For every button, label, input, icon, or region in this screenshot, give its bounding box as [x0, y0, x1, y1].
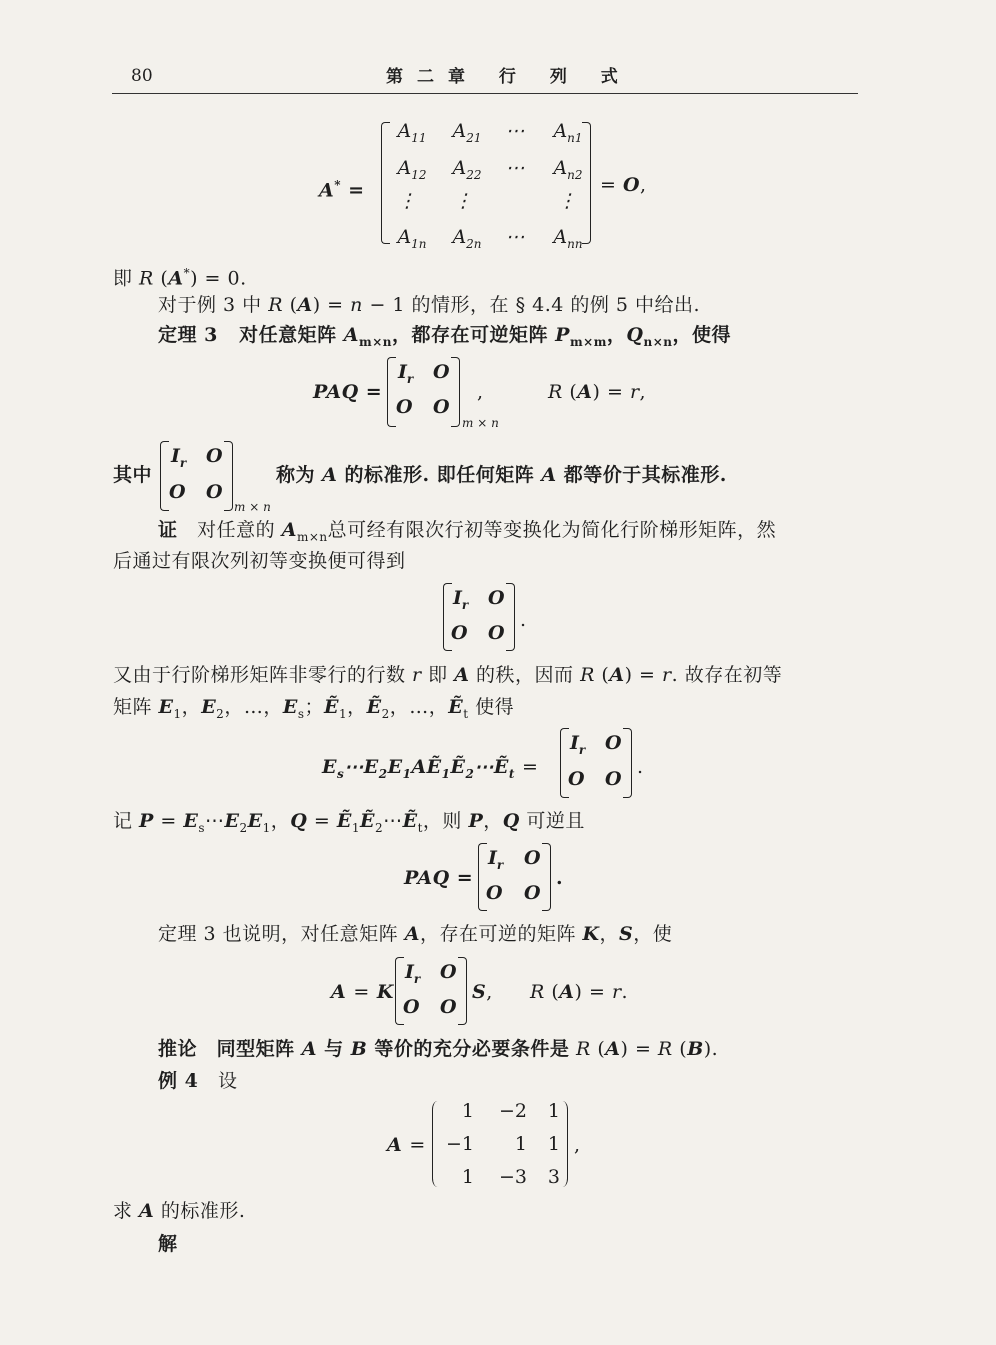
- paq-lhs: PAQ =: [313, 381, 383, 403]
- zero-block: O: [433, 361, 450, 383]
- paq-lhs: PAQ =: [404, 867, 474, 889]
- rank-eq-2: R (A) = r.: [530, 981, 629, 1003]
- text-line: 求 A 的标准形.: [113, 1200, 246, 1222]
- matrix-cell: 1: [514, 1133, 527, 1155]
- identity-block: $I_r$: [398, 361, 414, 386]
- matrix-cell: $A_{11}$: [397, 120, 427, 145]
- zero-block: O: [433, 396, 450, 418]
- solution-label: 解: [158, 1233, 178, 1255]
- matrix-a-lhs: A =: [387, 1134, 426, 1156]
- right-bracket: [506, 583, 515, 651]
- matrix-cell: ⋯: [505, 120, 525, 142]
- zero-block: O: [440, 996, 457, 1018]
- right-bracket: [623, 728, 632, 798]
- identity-block: $I_r$: [453, 587, 469, 612]
- matrix-cell: $A_{22}$: [452, 157, 482, 182]
- right-bracket: [224, 441, 233, 511]
- matrix-cell: ⋮: [557, 190, 577, 212]
- example-4: 例 4 设: [158, 1070, 238, 1092]
- matrix-cell: ⋮: [397, 190, 417, 212]
- zero-block: O: [488, 587, 505, 609]
- zero-block: O: [524, 847, 541, 869]
- text-line: 记 $P = E_s\cdots E_2E_1$，Q = Ẽ$_1$Ẽ$_2$⋯Ẽ$_t$，则 P，Q 可逆且: [113, 810, 585, 835]
- matrix-cell: −3: [498, 1166, 527, 1188]
- matrix-cell: $A_{n2}$: [553, 157, 583, 182]
- text-line: 即 R (A*) = 0.: [113, 266, 247, 290]
- matrix-cell: ⋮: [453, 190, 473, 212]
- theorem-3: 定理 3 对任意矩阵 $A_{m\times n}$，都存在可逆矩阵 $P_{m\times m}$，$Q_{n\times n}$，使得: [158, 324, 732, 349]
- page-number: 80: [131, 66, 153, 86]
- zero-block: O: [206, 445, 223, 467]
- header-rule: [112, 93, 858, 94]
- left-bracket: [160, 441, 169, 511]
- text-line: 又由于行阶梯形矩阵非零行的行数 r 即 A 的秩，因而 R (A) = r. 故存在初等: [113, 664, 783, 686]
- dim-subscript: m × n: [462, 416, 499, 430]
- matrix-cell: 1: [461, 1166, 474, 1188]
- s-symbol: S,: [472, 981, 493, 1003]
- zero-block: O: [568, 768, 585, 790]
- matrix-cell: ⋯: [505, 157, 525, 179]
- corollary: 推论 同型矩阵 A 与 B 等价的充分必要条件是 R (A) = R (B).: [158, 1038, 719, 1060]
- zero-block: O: [396, 396, 413, 418]
- text-line: 对于例 3 中 R (A) = n − 1 的情形，在 § 4.4 的例 5 中给出.: [158, 294, 701, 316]
- matrix-cell: 1: [461, 1100, 474, 1122]
- matrix-cell: $A_{nn}$: [553, 226, 583, 251]
- matrix-cell: $A_{2n}$: [452, 226, 482, 251]
- right-bracket: [451, 357, 460, 427]
- matrix-cell: 3: [547, 1166, 560, 1188]
- matrix-cell: 1: [547, 1100, 560, 1122]
- matrix-cell: $A_{n1}$: [553, 120, 583, 145]
- zero-block: O: [524, 882, 541, 904]
- aks-lhs: A = K: [331, 981, 394, 1003]
- identity-block: $I_r$: [488, 847, 504, 872]
- comma: ,: [477, 381, 484, 403]
- matrix-cell: ⋯: [505, 226, 525, 248]
- zero-block: O: [451, 622, 468, 644]
- left-bracket: [381, 122, 390, 244]
- matrix-cell: $A_{1n}$: [397, 226, 427, 251]
- zero-block: O: [488, 622, 505, 644]
- text-line: 矩阵 $E_1$，$E_2$，…，$E_s$；Ẽ$_1$，Ẽ$_2$，…，Ẽ$_t$ 使得: [113, 696, 515, 721]
- matrix-cell: $A_{12}$: [397, 157, 427, 182]
- identity-block: $I_r$: [405, 961, 421, 986]
- zero-block: O: [486, 882, 503, 904]
- period: .: [520, 609, 527, 631]
- matrix-cell: −1: [445, 1133, 474, 1155]
- dim-subscript: m × n: [234, 500, 271, 514]
- proof-line-2: 后通过有限次列初等变换便可得到: [113, 550, 406, 572]
- zero-block: O: [605, 768, 622, 790]
- chapter-title: 第二章 行 列 式: [386, 67, 632, 87]
- right-bracket: [458, 957, 467, 1025]
- right-bracket: [542, 843, 551, 911]
- matrix-cell: 1: [547, 1133, 560, 1155]
- zero-block: O: [169, 481, 186, 503]
- identity-block: $I_r$: [570, 732, 586, 757]
- std-form-text: 称为 A 的标准形. 即任何矩阵 A 都等价于其标准形.: [276, 464, 727, 486]
- a-star-symbol: A* =: [319, 178, 365, 202]
- identity-block: $I_r$: [171, 445, 187, 470]
- rank-eq: R (A) = r,: [548, 381, 647, 403]
- qizhong: 其中: [113, 464, 153, 486]
- equals-zero: = O,: [600, 174, 647, 196]
- proof-line-1: 证 对任意的 $A_{m\times n}$总可经有限次行初等变换化为简化行阶梯形矩阵，然: [158, 519, 777, 544]
- matrix-cell: $A_{21}$: [452, 120, 482, 145]
- matrix-cell: −2: [498, 1100, 527, 1122]
- zero-block: O: [206, 481, 223, 503]
- zero-block: O: [403, 996, 420, 1018]
- zero-block: O: [440, 961, 457, 983]
- text-line: 定理 3 也说明，对任意矩阵 A，存在可逆的矩阵 K，S，使: [158, 923, 673, 945]
- elementary-lhs: $E_s\cdots E_2E_1AẼ_1Ẽ_2\cdots Ẽ_t$ =: [322, 756, 539, 781]
- comma: ,: [574, 1134, 581, 1156]
- period: .: [637, 756, 644, 778]
- period: .: [556, 867, 564, 889]
- left-bracket: [387, 357, 396, 427]
- zero-block: O: [605, 732, 622, 754]
